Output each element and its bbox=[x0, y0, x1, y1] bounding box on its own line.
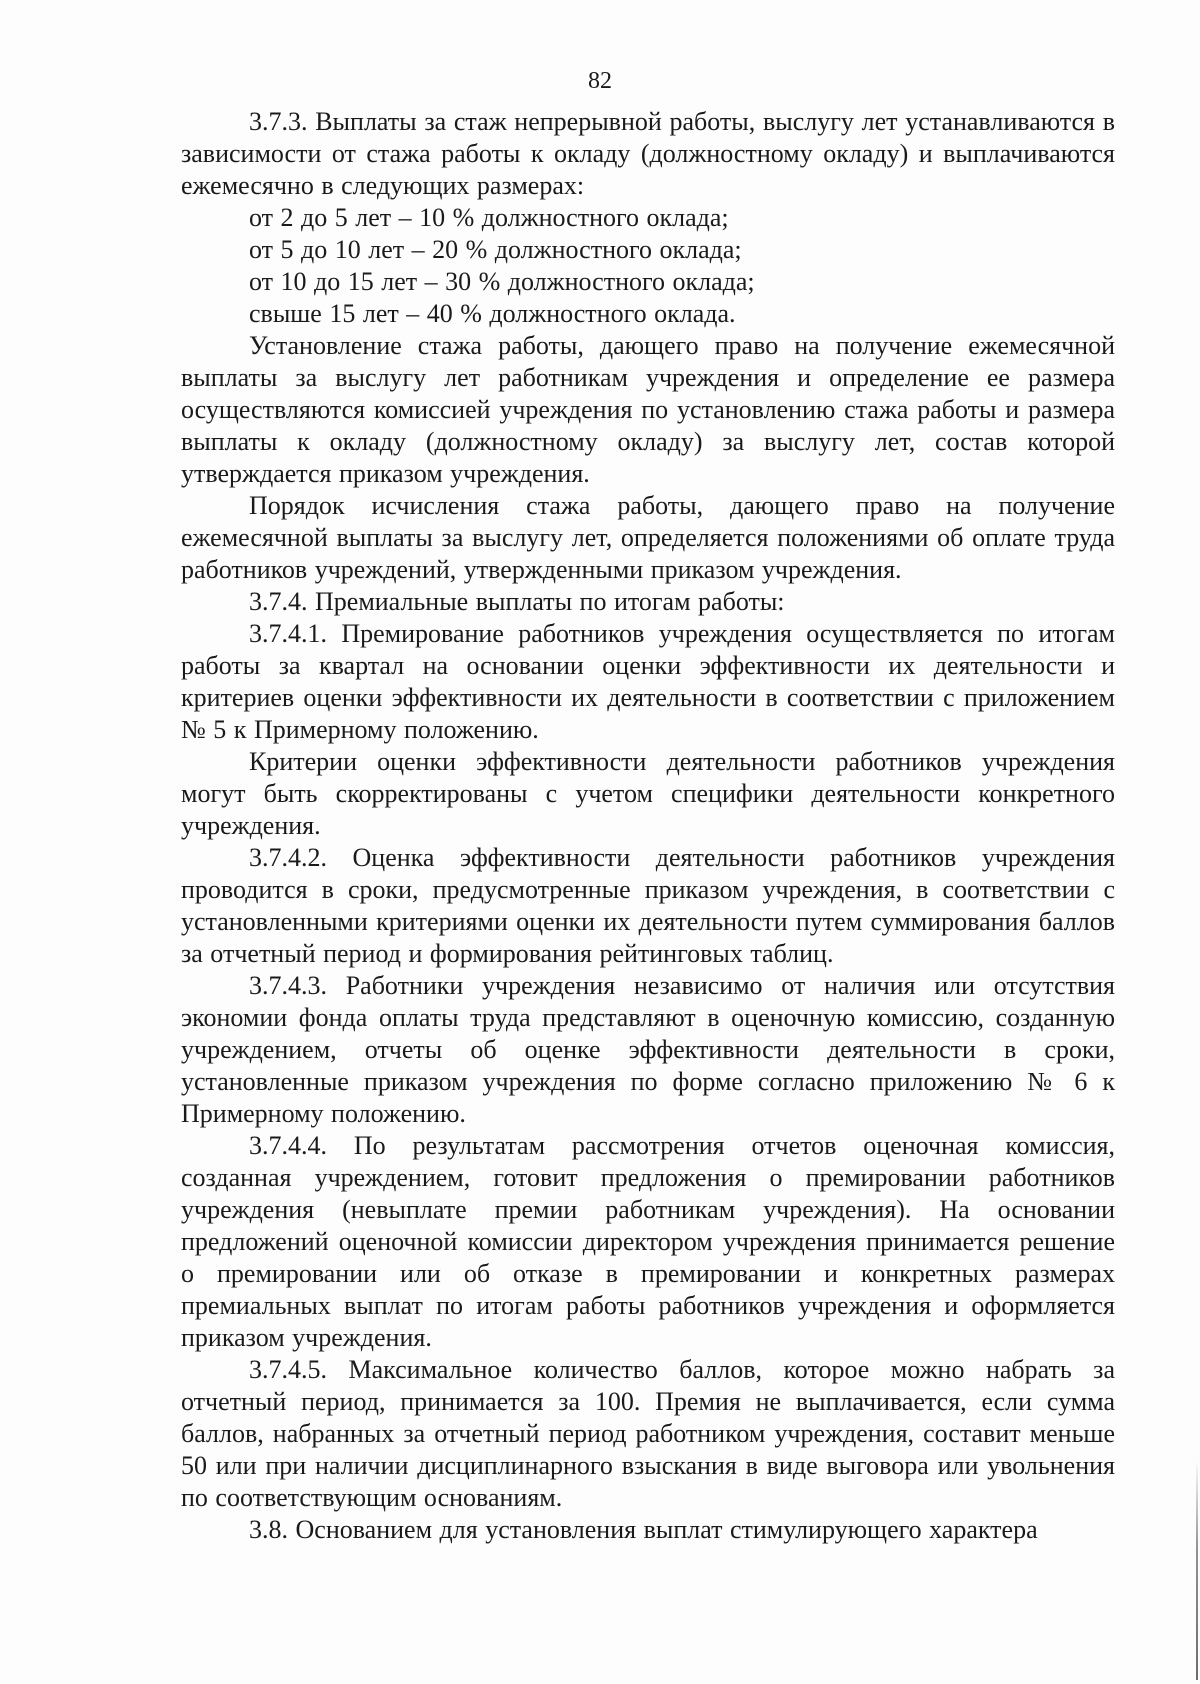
paragraph-3-7-4-4: 3.7.4.4. По результатам рассмотрения отчетов оценочная комиссия, созданная учреждением, готовит предложения о премировании работников учреждения (невыплате премии работникам учреждения). На основании предложений оценочной комиссии директором учреждения принимается решение о премировании или об отказе в премировании и конкретных размерах премиальных выплат по итогам работы работников учреждения и оформляется приказом учреждения. bbox=[181, 1131, 1115, 1352]
paragraph-3-7-4-2: 3.7.4.2. Оценка эффективности деятельности работников учреждения проводится в сроки, предусмотренные приказом учреждения, в соответствии с установленными критериями оценки их деятельности путем суммирования баллов за отчетный период и формирования рейтинговых таблиц. bbox=[181, 843, 1115, 968]
paragraph-3-8: 3.8. Основанием для установления выплат стимулирующего характера bbox=[249, 1515, 1038, 1544]
paragraph-seniority-commission: Установление стажа работы, дающего право на получение ежемесячной выплаты за выслугу лет работникам учреждения и определение ее размера осуществляются комиссией учреждения по установлению стажа работы и размера выплаты к окладу (должностному окладу) за выслугу лет, состав которой утверждается приказом учреждения. bbox=[181, 331, 1115, 488]
list-item-2-5-years: от 2 до 5 лет – 10 % должностного оклада; bbox=[249, 203, 729, 232]
paragraph-3-7-4-5: 3.7.4.5. Максимальное количество баллов, которое можно набрать за отчетный период, принимается за 100. Премия не выплачивается, если сумма баллов, набранных за отчетный период работником учреждения, составит меньше 50 или при наличии дисциплинарного взыскания в виде выговора или увольнения по соответствующим основаниям. bbox=[181, 1355, 1115, 1512]
paragraph-criteria-adjustment: Критерии оценки эффективности деятельности работников учреждения могут быть скорректированы с учетом специфики деятельности конкретного учреждения. bbox=[181, 747, 1115, 840]
list-item-5-10-years: от 5 до 10 лет – 20 % должностного оклада; bbox=[249, 235, 742, 264]
list-item-over-15-years: свыше 15 лет – 40 % должностного оклада. bbox=[249, 299, 736, 328]
paragraph-3-7-4-1: 3.7.4.1. Премирование работников учреждения осуществляется по итогам работы за квартал на основании оценки эффективности их деятельности и критериев оценки эффективности их деятельности в соответствии с приложением № 5 к Примерному положению. bbox=[181, 619, 1115, 744]
document-body bbox=[181, 106, 1115, 1546]
paragraph-3-7-4: 3.7.4. Премиальные выплаты по итогам работы: bbox=[249, 587, 785, 616]
paragraph-3-7-4-3: 3.7.4.3. Работники учреждения независимо от наличия или отсутствия экономии фонда оплаты труда представляют в оценочную комиссию, созданную учреждением, отчеты об оценке эффективности деятельности в сроки, установленные приказом учреждения по форме согласно приложению № 6 к Примерному положению. bbox=[181, 971, 1115, 1128]
paragraph-seniority-calculation: Порядок исчисления стажа работы, дающего право на получение ежемесячной выплаты за выслугу лет, определяется положениями об оплате труда работников учреждений, утвержденными приказом учреждения. bbox=[181, 491, 1115, 584]
page-number: 82 bbox=[588, 68, 612, 94]
paragraph-3-7-3: 3.7.3. Выплаты за стаж непрерывной работы, выслугу лет устанавливаются в зависимости от стажа работы к окладу (должностному окладу) и выплачиваются ежемесячно в следующих размерах: bbox=[181, 107, 1115, 200]
scan-edge-mark bbox=[1196, 1460, 1198, 1680]
list-item-10-15-years: от 10 до 15 лет – 30 % должностного оклада; bbox=[249, 267, 755, 296]
